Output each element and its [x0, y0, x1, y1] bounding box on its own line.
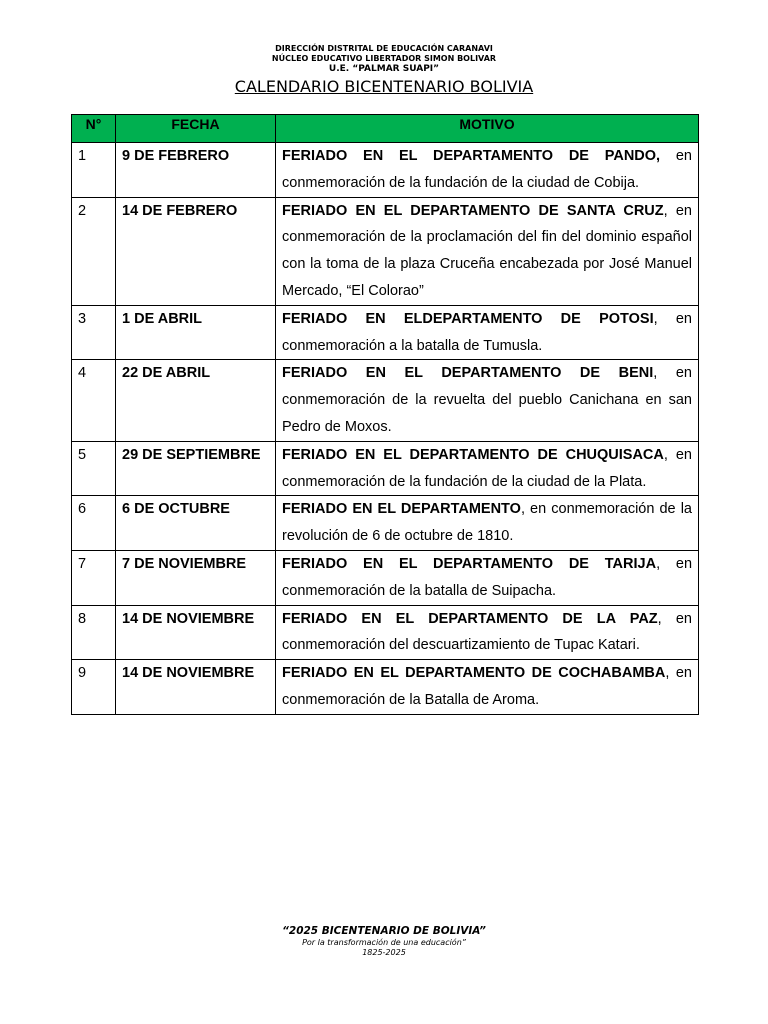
- footer-subtitle: Por la transformación de una educación”: [302, 938, 466, 947]
- motivo-description: , en conmemoración de la fundación de la ciudad de la Plata.: [282, 446, 692, 490]
- document-title: CALENDARIO BICENTENARIO BOLIVIA: [234, 77, 534, 96]
- table-row: [72, 496, 699, 551]
- motivo-feriado: FERIADO EN EL DEPARTAMENTO DE TARIJA: [282, 555, 657, 572]
- row-number: 5: [72, 441, 116, 496]
- column-header-motivo: MOTIVO: [276, 115, 699, 143]
- row-motivo: [276, 360, 699, 441]
- row-number: 2: [72, 197, 116, 305]
- motivo-feriado: FERIADO EN EL DEPARTAMENTO DE LA PAZ: [282, 610, 658, 627]
- row-number: 8: [72, 605, 116, 660]
- table-body: [72, 143, 699, 715]
- motivo-description: , en conmemoración a la batalla de Tumusla.: [282, 310, 692, 354]
- motivo-feriado: FERIADO EN ELDEPARTAMENTO DE POTOSI: [282, 310, 654, 327]
- row-motivo: [276, 550, 699, 605]
- row-fecha: 1 DE ABRIL: [116, 305, 276, 360]
- column-header-number: N°: [72, 115, 116, 143]
- row-motivo: [276, 197, 699, 305]
- row-motivo: [276, 441, 699, 496]
- footer-motto: “2025 BICENTENARIO DE BOLIVIA”: [282, 925, 486, 937]
- header-unidad: U.E. “PALMAR SUAPI”: [328, 64, 440, 74]
- motivo-feriado: FERIADO EN EL DEPARTAMENTO DE PANDO,: [282, 148, 661, 164]
- table-header-row: [72, 115, 699, 143]
- table-row: [72, 605, 699, 660]
- motivo-description: , en conmemoración del descuartizamiento de Tupac Katari.: [282, 610, 692, 654]
- motivo-description: en conmemoración de la fundación de la ciudad de Cobija.: [282, 148, 692, 191]
- motivo-description: , en conmemoración de la proclamación del fin del dominio español con la toma de la plaza Cruceña encabezada por José Manuel Mercado, “El Colorao”: [282, 202, 692, 299]
- column-header-fecha: FECHA: [116, 115, 276, 143]
- motivo-description: , en conmemoración de la batalla de Suipacha.: [282, 555, 693, 599]
- row-fecha: 6 DE OCTUBRE: [116, 496, 276, 551]
- table-row: [72, 550, 699, 605]
- motivo-feriado: FERIADO EN EL DEPARTAMENTO DE BENI: [282, 365, 654, 382]
- row-number: 7: [72, 550, 116, 605]
- row-fecha: 14 DE NOVIEMBRE: [116, 660, 276, 715]
- row-motivo: [276, 605, 699, 660]
- motivo-description: , en conmemoración de la revuelta del pueblo Canichana en san Pedro de Moxos.: [282, 365, 692, 435]
- row-fecha: 9 DE FEBRERO: [116, 143, 276, 198]
- row-number: 9: [72, 660, 116, 715]
- row-fecha: 22 DE ABRIL: [116, 360, 276, 441]
- motivo-feriado: FERIADO EN EL DEPARTAMENTO DE SANTA CRUZ: [282, 202, 664, 219]
- row-fecha: 14 DE FEBRERO: [116, 197, 276, 305]
- row-number: 1: [72, 143, 116, 198]
- table-row: [72, 197, 699, 305]
- table-row: [72, 360, 699, 441]
- row-motivo: [276, 660, 699, 715]
- motivo-description: , en conmemoración de la Batalla de Aroma.: [282, 665, 692, 708]
- calendar-table: [71, 114, 699, 715]
- row-fecha: 29 DE SEPTIEMBRE: [116, 441, 276, 496]
- row-number: 4: [72, 360, 116, 441]
- table-row: [72, 305, 699, 360]
- row-number: 6: [72, 496, 116, 551]
- row-motivo: [276, 305, 699, 360]
- row-fecha: 7 DE NOVIEMBRE: [116, 550, 276, 605]
- row-number: 3: [72, 305, 116, 360]
- motivo-feriado: FERIADO EN EL DEPARTAMENTO DE COCHABAMBA: [282, 665, 666, 682]
- motivo-description: , en conmemoración de la revolución de 6 de octubre de 1810.: [282, 501, 692, 545]
- table-row: [72, 660, 699, 715]
- motivo-feriado: FERIADO EN EL DEPARTAMENTO DE CHUQUISACA: [282, 446, 664, 463]
- document-footer: [0, 925, 768, 958]
- row-motivo: [276, 496, 699, 551]
- row-fecha: 14 DE NOVIEMBRE: [116, 605, 276, 660]
- row-motivo: [276, 143, 699, 198]
- header-nucleo: NÚCLEO EDUCATIVO LIBERTADOR SIMON BOLIVAR: [271, 54, 497, 63]
- motivo-feriado: FERIADO EN EL DEPARTAMENTO: [282, 501, 521, 518]
- table-row: [72, 441, 699, 496]
- document-header: [0, 44, 768, 97]
- footer-years: 1825-2025: [362, 948, 406, 957]
- table-row: [72, 143, 699, 198]
- header-direccion: DIRECCIÓN DISTRITAL DE EDUCACIÓN CARANAVI: [275, 44, 493, 53]
